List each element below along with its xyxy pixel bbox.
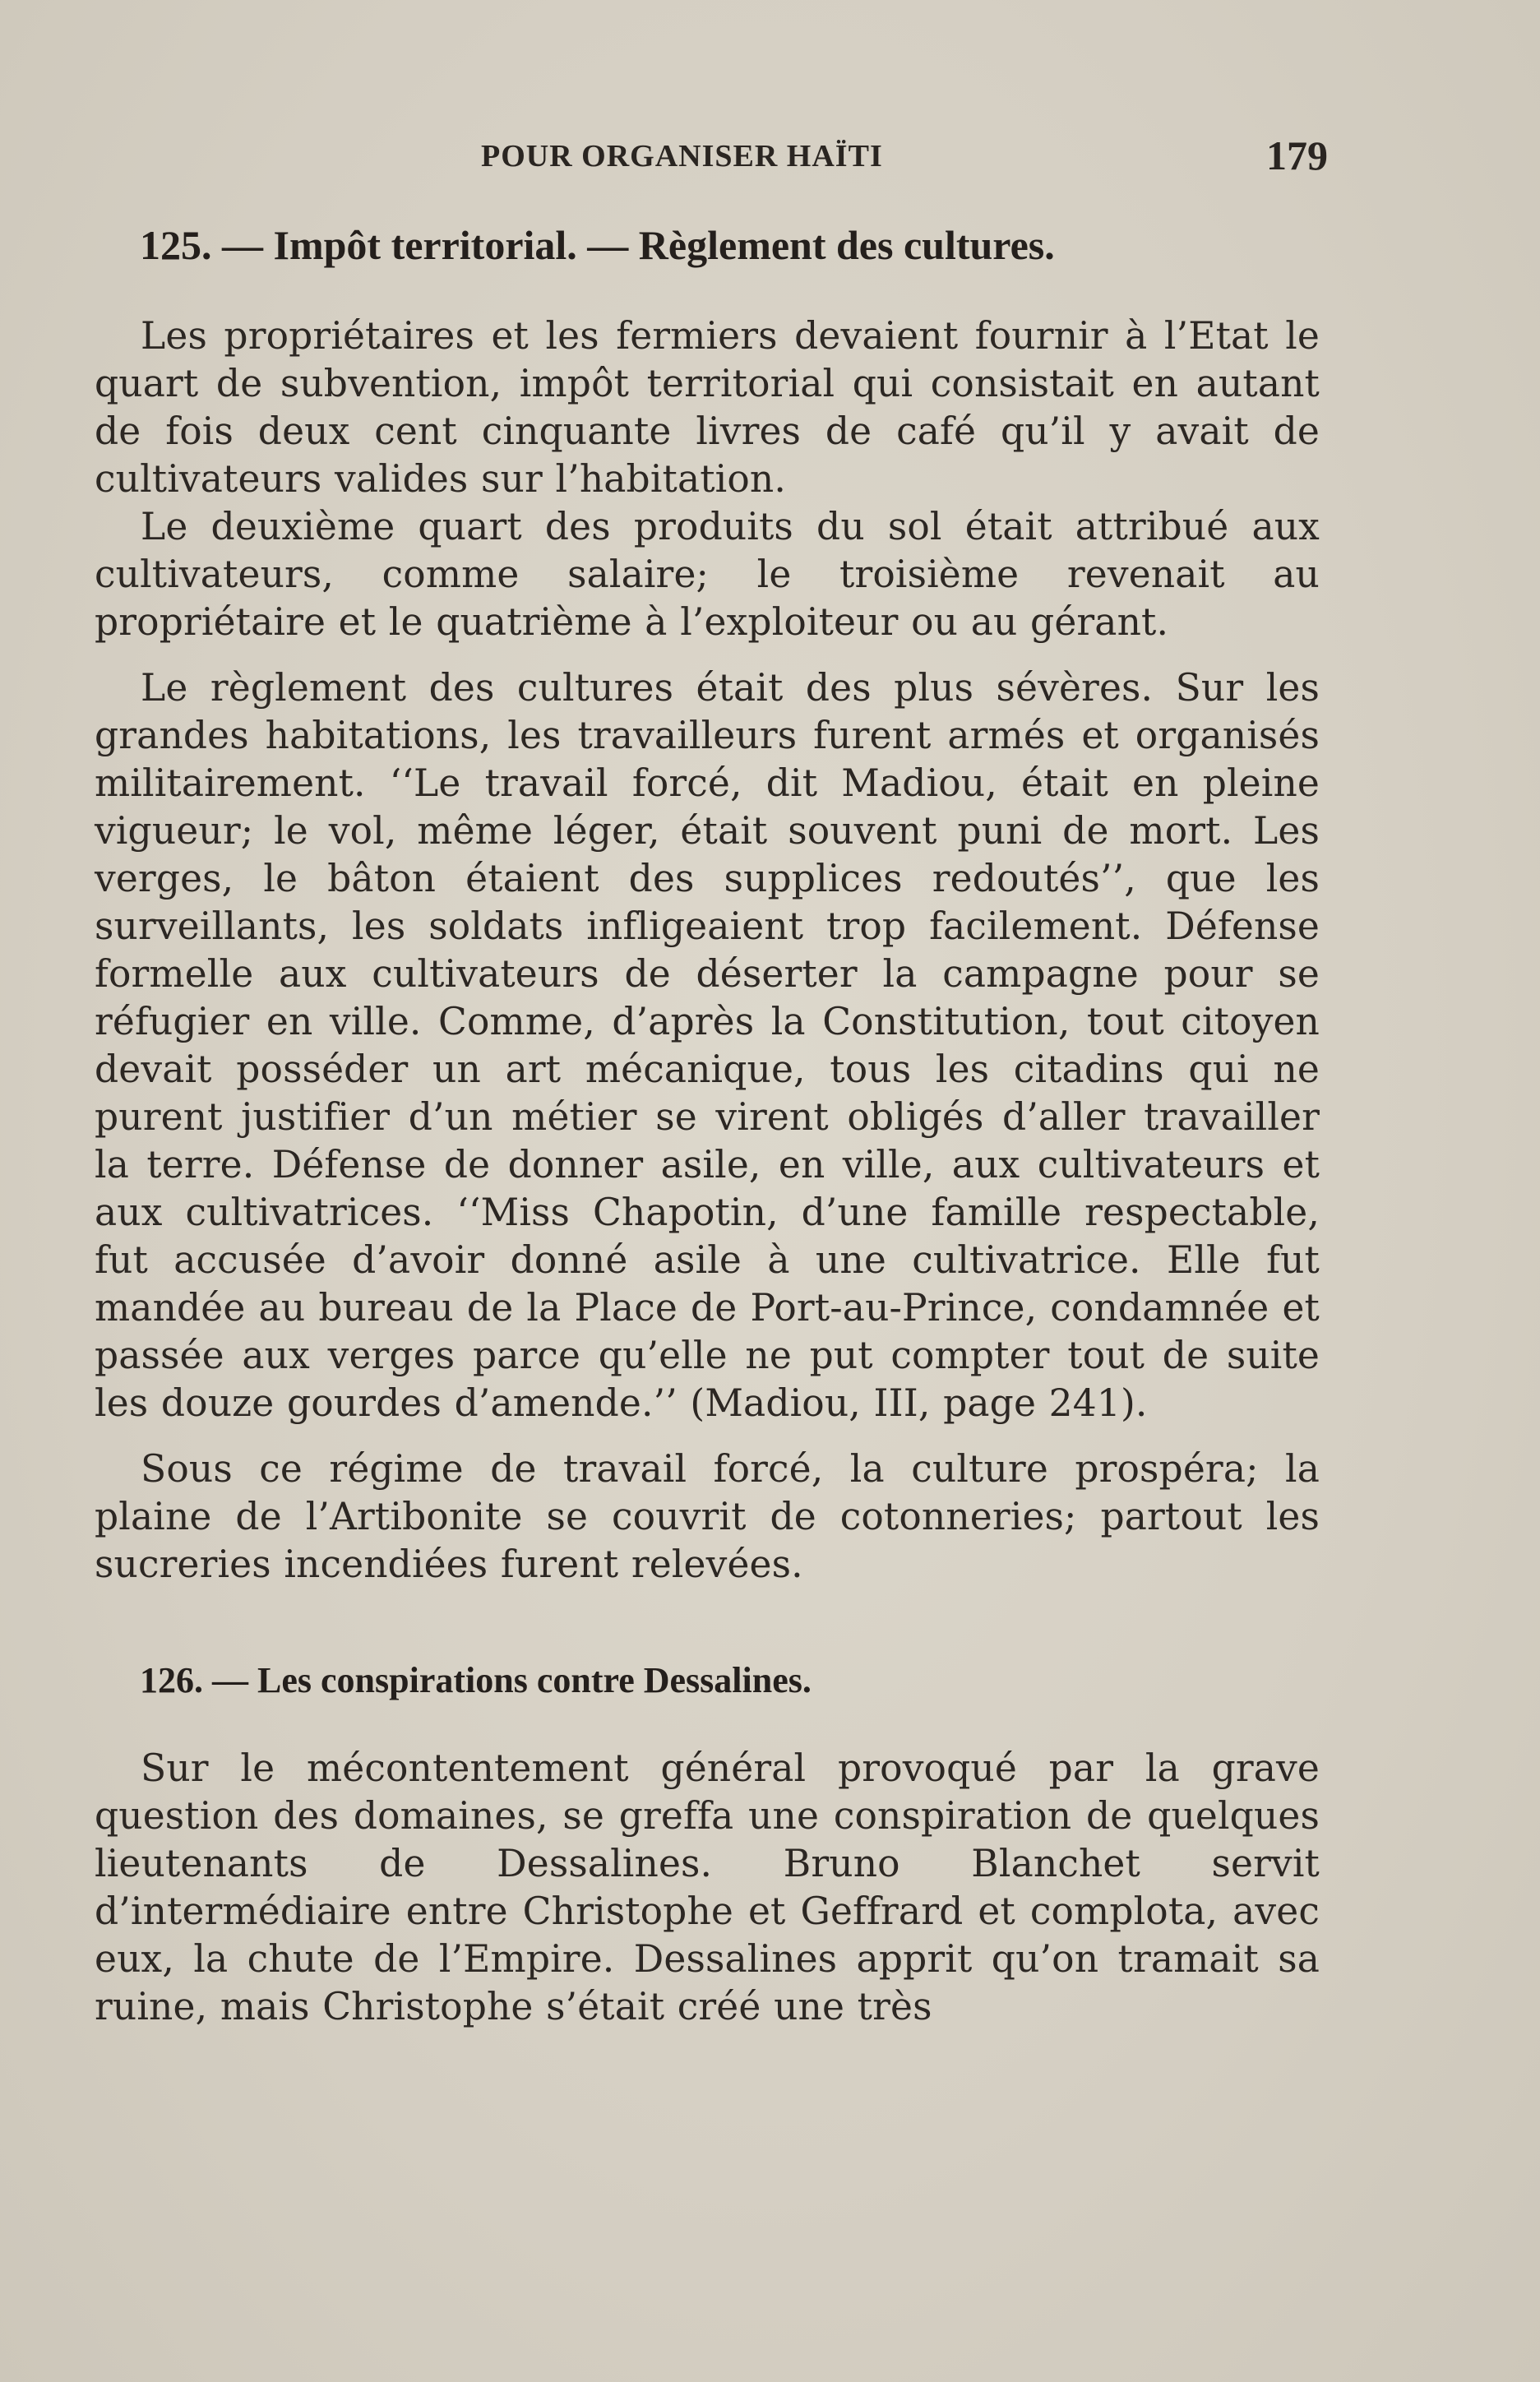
section-heading-126: 126. — Les conspirations contre Dessalines. bbox=[140, 1660, 812, 1700]
text-block bbox=[95, 220, 1320, 2049]
paragraph: Sous ce régime de travail forcé, la culture prospéra; la plaine de l’Artibonite se couvrit de cotonneries; partout les sucreries incendiées furent relevées. bbox=[95, 1447, 1320, 1586]
running-title: POUR ORGANISER HAÏTI bbox=[481, 139, 883, 173]
section-heading-125: 125. — Impôt territorial. — Règlement des cultures. bbox=[140, 222, 1055, 268]
page-number: 179 bbox=[1266, 132, 1328, 178]
paragraph: Le règlement des cultures était des plus sévères. Sur les grandes habitations, les travailleurs furent armés et organisés militairement. ‘‘Le travail forcé, dit Madiou, était en pleine vigueur; le vol, même léger, était souvent puni de mort. Les verges, le bâton étaient des supplices redoutés’’, que les surveillants, les soldats infligeaient trop facilement. Défense formelle aux cultivateurs de déserter la campagne pour se réfugier en ville. Comme, d’après la Constitution, tout citoyen devait posséder un art mécanique, tous les citadins qui ne purent justifier d’un métier se virent obligés d’aller travailler la terre. Défense de donner asile, en ville, aux cultivateurs et aux cultivatrices. ‘‘Miss Chapotin, d’une famille respectable, fut accusée d’avoir donné asile à une cultivatrice. Elle fut mandée au bureau de la Place de Port-au-Prince, condamnée et passée aux verges parce qu’elle ne put compter tout de suite les douze gourdes d’amende.’’ (Madiou, III, page 241). bbox=[95, 666, 1320, 1425]
paragraph: Sur le mécontentement général provoqué par la grave question des domaines, se greffa une conspiration de quelques lieutenants de Dessalines. Bruno Blanchet servit d’intermédiaire entre Christophe et Geffrard et complota, avec eux, la chute de l’Empire. Dessalines apprit qu’on tramait sa ruine, mais Christophe s’était créé une très bbox=[95, 1746, 1320, 2028]
paragraph: Les propriétaires et les fermiers devaient fournir à l’Etat le quart de subvention, impôt territorial qui consistait en autant de fois deux cent cinquante livres de café qu’il y avait de cultivateurs valides sur l’habitation. bbox=[95, 314, 1320, 501]
running-head bbox=[95, 132, 1328, 181]
paragraph: Le deuxième quart des produits du sol était attribué aux cultivateurs, comme salaire; le troisième revenait au propriétaire et le quatrième à l’exploiteur ou au gérant. bbox=[95, 505, 1320, 644]
